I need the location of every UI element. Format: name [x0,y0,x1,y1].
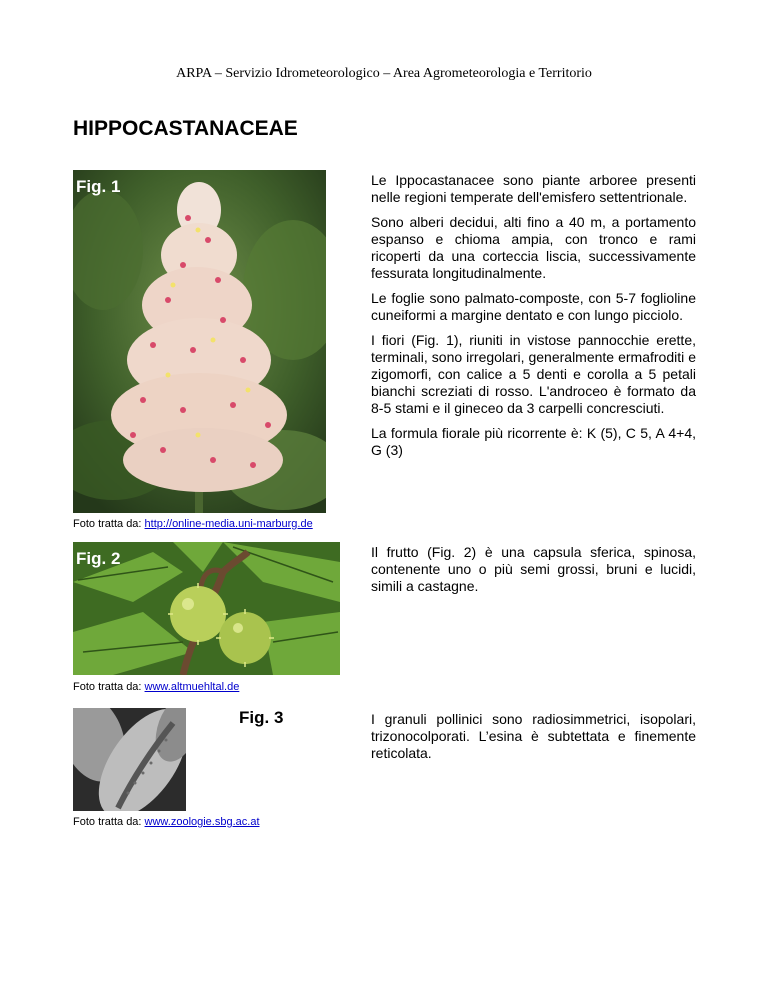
figure-3-credit [73,816,260,828]
paragraph: La formula fiorale più ricorrente è: K (5), C 5, A 4+4, G (3) [371,425,696,458]
figure-1-photo [73,170,326,513]
figure-1-label: Fig. 1 [76,177,121,196]
figure-2-label: Fig. 2 [76,549,121,568]
description-section-2 [371,544,696,603]
credit-link[interactable]: http://online-media.uni-marburg.de [144,518,313,530]
description-section-3 [371,711,696,770]
page-header: ARPA – Servizio Idrometeorologico – Area Agrometeorologia e Territorio [176,66,592,81]
credit-prefix: Foto tratta da: [73,816,145,828]
paragraph: Sono alberi decidui, alti fino a 40 m, a portamento espanso e chioma ampia, con tronco e rami ricoperti da una corteccia liscia, successivamente fessurata longitudinalmente. [371,214,696,281]
figure-2-credit [73,681,239,693]
paragraph: I fiori (Fig. 1), riuniti in vistose pannocchie erette, terminali, sono irregolari, generalmente ermafroditi e zigomorfi, con calice a 5 denti e corolla a 5 petali bianchi screziati di rosso. L'androceo è formato da 8-5 stami e il gineceo da 3 carpelli concresciuti. [371,332,696,416]
credit-prefix: Foto tratta da: [73,518,145,530]
figure-3-label: Fig. 3 [239,708,284,727]
figure-1-credit [73,518,313,530]
paragraph: I granuli pollinici sono radiosimmetrici, isopolari, trizonocolporati. L’esina è subtettata e finemente reticolata. [371,711,696,761]
page-title: HIPPOCASTANACEAE [73,117,298,140]
paragraph: Le foglie sono palmato-composte, con 5-7 foglioline cuneiformi a margine dentato e con lungo picciolo. [371,290,696,323]
credit-link[interactable]: www.zoologie.sbg.ac.at [144,816,260,828]
paragraph: Il frutto (Fig. 2) è una capsula sferica, spinosa, contenente uno o più semi grossi, bruni e lucidi, simili a castagne. [371,544,696,594]
credit-link[interactable]: www.altmuehltal.de [144,681,240,693]
credit-prefix: Foto tratta da: [73,681,145,693]
description-section-1 [371,172,696,467]
figure-3-photo [73,708,186,811]
paragraph: Le Ippocastanacee sono piante arboree presenti nelle regioni temperate dell'emisfero settentrionale. [371,172,696,205]
